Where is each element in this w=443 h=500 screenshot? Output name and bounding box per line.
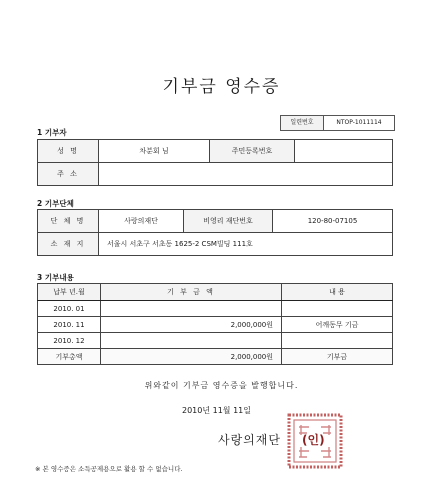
donor-name-label: 성 명 (38, 140, 99, 163)
row-content: 어깨동무 기금 (282, 317, 393, 333)
org-reg-label: 비영리 재단번호 (184, 210, 273, 233)
donor-table (37, 139, 393, 186)
total-amount: 2,000,000원 (101, 349, 282, 365)
seal-label: (인) (302, 433, 325, 447)
row-month: 2010. 11 (38, 317, 101, 333)
total-content: 기부금 (282, 349, 393, 365)
org-address-label: 소 재 지 (38, 233, 99, 256)
serial-label: 일련번호 (281, 116, 324, 130)
table-row (38, 317, 393, 333)
row-month: 2010. 01 (38, 301, 101, 317)
org-reg-value: 120-80-07105 (273, 210, 393, 233)
donor-name-value: 차분회 님 (99, 140, 210, 163)
footer-note: ※ 본 영수증은 소득공제용으로 활용 할 수 없습니다. (35, 465, 183, 473)
issuer-name: 사랑의재단 (218, 433, 281, 447)
serial-value: NTOP-1011114 (336, 119, 382, 126)
org-name-value: 사랑의재단 (99, 210, 184, 233)
row-content (282, 301, 393, 317)
section-org-title: 2 기부단체 (37, 199, 74, 208)
org-table (37, 209, 393, 256)
section-donation-title: 3 기부내용 (37, 273, 74, 282)
col-header-month: 납부 년.월 (38, 284, 101, 301)
donor-id-label: 주민등록번호 (210, 140, 295, 163)
row-amount (101, 333, 282, 349)
issue-date: 2010년 11월 11일 (182, 406, 251, 415)
org-address-value: 서울시 서초구 서초동 1625-2 CSM빌딩 111호 (99, 233, 393, 256)
issue-statement: 위와같이 기부금 영수증을 발행합니다. (144, 381, 299, 390)
donation-table (37, 283, 393, 365)
col-header-content: 내 용 (282, 284, 393, 301)
section-donor-title: 1 기부자 (37, 128, 67, 137)
table-row (38, 333, 393, 349)
document-title: 기부금 영수증 (162, 77, 281, 97)
total-row (38, 349, 393, 365)
total-label: 기부총액 (38, 349, 101, 365)
donor-id-value (295, 140, 393, 163)
row-amount (101, 301, 282, 317)
row-amount: 2,000,000원 (101, 317, 282, 333)
org-name-label: 단 체 명 (38, 210, 99, 233)
donor-address-value (99, 163, 393, 186)
row-month: 2010. 12 (38, 333, 101, 349)
serial-number-box (280, 115, 395, 131)
row-content (282, 333, 393, 349)
table-row (38, 301, 393, 317)
donor-address-label: 주 소 (38, 163, 99, 186)
col-header-amount: 기 부 금 액 (101, 284, 282, 301)
